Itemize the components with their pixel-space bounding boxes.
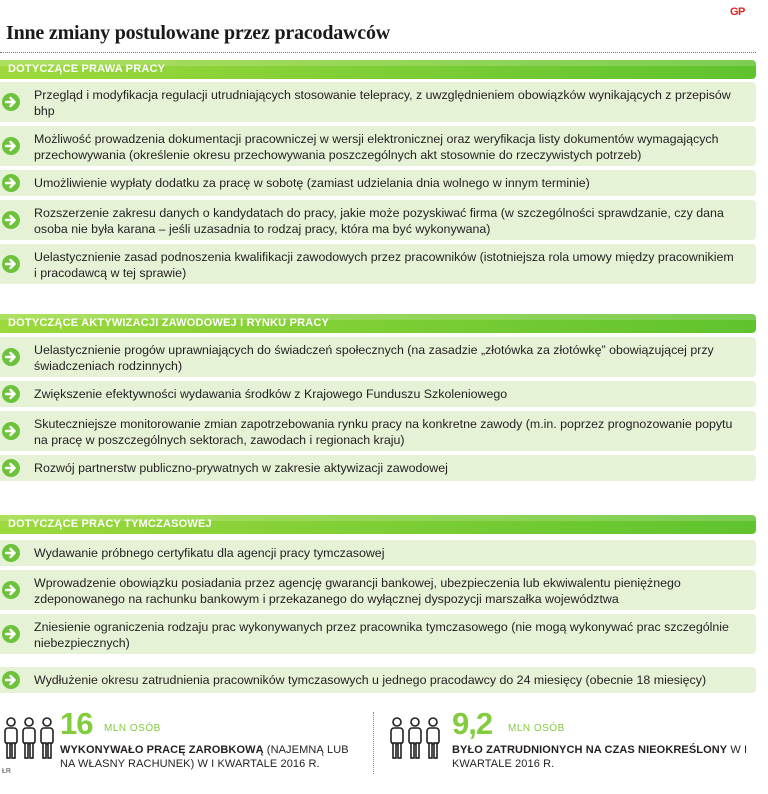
list-item: [0, 244, 756, 284]
section-labour-law: [0, 60, 756, 280]
list-item: [0, 570, 756, 610]
list-item: [0, 170, 756, 196]
stat-unit-permanent: MLN OSÓB: [508, 723, 565, 734]
stats-divider: [373, 712, 374, 774]
section-header: [0, 515, 756, 534]
list-item: [0, 667, 756, 693]
arrow-right-icon: [2, 211, 20, 229]
list-item: [0, 200, 756, 240]
list-item-text: Rozwój partnerstw publiczno-prywatnych w zakresie aktywizacji zawodowej: [34, 461, 448, 475]
list-item-text: Uelastycznienie zasad podnoszenia kwalifikacji zawodowych przez pracowników (istotniejsza rola umowy między pracownikiem i pracodawcą w tej sprawie): [34, 250, 734, 280]
stats-footer: [0, 708, 768, 794]
stat-description-workers: WYKONYWAŁO PRACĘ ZAROBKOWĄ (NAJEMNĄ LUB NA WŁASNY RACHUNEK) W I KWARTALE 2016 R.: [60, 744, 349, 770]
list-item-text: Umożliwienie wypłaty dodatku za pracę w sobotę (zamiast udzielania dnia wolnego w innym terminie): [34, 176, 590, 190]
section-temporary-work: [0, 515, 756, 687]
list-item: [0, 455, 756, 481]
list-item-text: Zniesienie ograniczenia rodzaju prac wykonywanych przez pracownika tymczasowego (nie mogą wykonywać prac szczególnie niebezpiecznych): [34, 620, 729, 650]
list-item: [0, 381, 756, 407]
arrow-right-icon: [2, 581, 20, 599]
list-item-text: Wprowadzenie obowiązku posiadania przez agencję gwarancji bankowej, ubezpieczenia lub ekwiwalentu pieniężnego zdeponowanego na rachunku bankowym i przekazanego do wyłącznej dyspozycji marszałka województwa: [34, 576, 681, 606]
arrow-right-icon: [2, 625, 20, 643]
arrow-right-icon: [2, 422, 20, 440]
arrow-right-icon: [2, 137, 20, 155]
stat-value-workers: 16: [60, 706, 93, 741]
section-header-label: DOTYCZĄCE PRAWA PRACY: [8, 63, 166, 75]
list-item: [0, 540, 756, 566]
section-activation: [0, 314, 756, 475]
list-item-text: Wydawanie próbnego certyfikatu dla agencji pracy tymczasowej: [34, 546, 385, 560]
list-item-text: Możliwość prowadzenia dokumentacji pracowniczej w wersji elektronicznej oraz weryfikacja listy dokumentów wymagających przechowywania (określenie okresu przechowywania poszczególnych akt stosownie do rzeczywistych potrzeb): [34, 132, 719, 162]
list-item-text: Zwiększenie efektywności wydawania środków z Krajowego Funduszu Szkoleniowego: [34, 387, 508, 401]
stat-unit-workers: MLN OSÓB: [104, 723, 161, 734]
list-item-text: Skuteczniejsze monitorowanie zmian zapotrzebowania rynku pracy na konkretne zawody (m.in. poprzez prognozowanie popytu na pracę w poszczególnych sektorach, zawodach i regionach kraju): [34, 417, 733, 447]
page-title: Inne zmiany postulowane przez pracodawców: [6, 22, 391, 44]
arrow-right-icon: [2, 93, 20, 111]
arrow-right-icon: [2, 544, 20, 562]
list-item-text: Uelastycznienie progów uprawniających do świadczeń społecznych (na zasadzie „złotówka za złotówkę” obowiązującej przy świadczeniach rodzinnych): [34, 343, 714, 373]
section-header-label: DOTYCZĄCE AKTYWIZACJI ZAWODOWEJ I RYNKU PRACY: [8, 317, 330, 329]
people-icon: [388, 716, 442, 760]
list-item: [0, 337, 756, 377]
list-item-text: Przegląd i modyfikacja regulacji utrudniających stosowanie telepracy, z uwzględnieniem obowiązków wynikających z przepisów bhp: [34, 88, 731, 118]
arrow-right-icon: [2, 671, 20, 689]
arrow-right-icon: [2, 255, 20, 273]
list-item: [0, 126, 756, 166]
stat-description-permanent: BYŁO ZATRUDNIONYCH NA CZAS NIEOKREŚLONY W I KWARTALE 2016 R.: [452, 744, 748, 770]
section-header: [0, 60, 756, 79]
section-header: [0, 314, 756, 333]
list-item: [0, 411, 756, 451]
publisher-logo: GP: [730, 6, 745, 18]
arrow-right-icon: [2, 348, 20, 366]
people-icon: [2, 716, 56, 760]
arrow-right-icon: [2, 385, 20, 403]
list-item: [0, 614, 756, 654]
list-item: [0, 82, 756, 122]
section-header-label: DOTYCZĄCE PRACY TYMCZASOWEJ: [8, 518, 212, 530]
stat-value-permanent: 9,2: [452, 706, 493, 741]
title-divider: [0, 52, 756, 53]
header: [0, 0, 768, 56]
list-item-text: Rozszerzenie zakresu danych o kandydatach do pracy, jakie może pozyskiwać firma (w szczególności sprawdzanie, czy dana osoba nie była karana – jeśli uzasadnia to rodzaj pracy, która ma być wykonywana): [34, 206, 724, 236]
list-item-text: Wydłużenie okresu zatrudnienia pracowników tymczasowych u jednego pracodawcy do 24 miesięcy (obecnie 18 miesięcy): [34, 673, 707, 687]
arrow-right-icon: [2, 174, 20, 192]
arrow-right-icon: [2, 459, 20, 477]
source-credit: ŁR: [2, 768, 11, 775]
